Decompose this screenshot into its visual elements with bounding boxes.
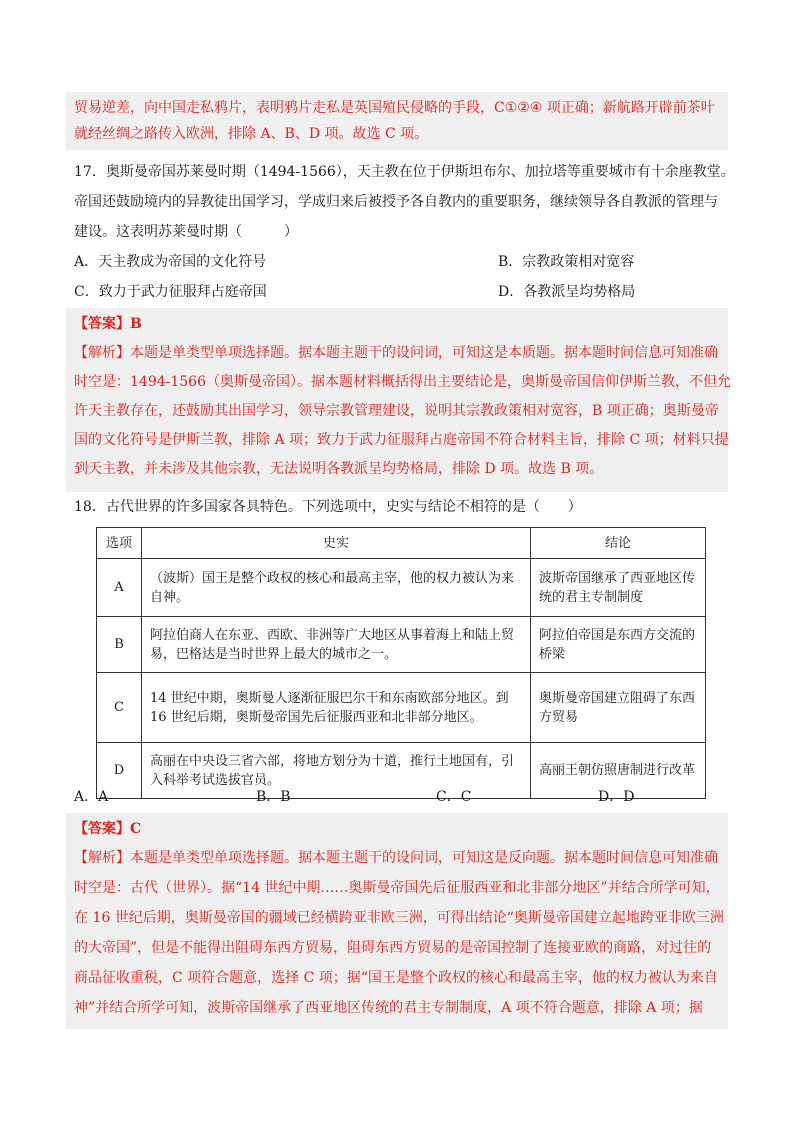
q18-analysis-line-5: 商品征收重税，C 项符合题意，选择 C 项；据“国王是整个政权的核心和最高主宰，他的权力被认为来自	[74, 970, 718, 986]
q18-analysis-line-3: 在 16 世纪后期，奥斯曼帝国的疆域已经横跨亚非欧三洲，可得出结论“奥斯曼帝国建立起地跨亚非欧三洲	[74, 910, 724, 926]
q17-option-b: B．宗教政策相对宽容	[498, 254, 635, 270]
row-b-option: B	[97, 617, 142, 673]
q18-analysis-line-6: 神”并结合所学可知，波斯帝国继承了西亚地区传统的君主专制制度，A 项不符合题意，排除 A 项；据	[74, 1000, 703, 1016]
table-row	[97, 673, 706, 743]
q18-option-b: B．B	[256, 789, 291, 805]
top-explanation-line-1: 贸易逆差，向中国走私鸦片，表明鸦片走私是英国殖民侵略的手段，C①②④ 项正确；新航路开辟前茶叶	[74, 100, 715, 116]
q18-analysis-line-1: 【解析】本题是单类型单项选择题。据本题主题干的设问词，可知这是反向题。据本题时间信息可知准确	[74, 850, 718, 866]
q18-option-c: C．C	[436, 789, 472, 805]
table-row	[97, 617, 706, 673]
q18-table	[96, 527, 706, 799]
row-c-conclusion: 奥斯曼帝国建立阻碍了东西方贸易	[531, 673, 706, 743]
q17-stem-line-1: 17．奥斯曼帝国苏莱曼时期（1494-1566），天主教在位于伊斯坦布尔、加拉塔等重要城市有十余座教堂。	[74, 164, 735, 180]
q17-stem-line-2: 帝国还鼓励境内的异教徒出国学习，学成归来后被授予各自教内的重要职务，继续领导各自教派的管理与	[74, 194, 718, 210]
q18-stem: 18．古代世界的许多国家各具特色。下列选项中，史实与结论不相符的是（ ）	[74, 499, 582, 515]
row-d-conclusion: 高丽王朝仿照唐制进行改革	[531, 743, 706, 799]
table-row	[97, 559, 706, 617]
row-a-option: A	[97, 559, 142, 617]
q18-option-a: A．A	[74, 789, 109, 805]
row-d-fact: 高丽在中央设三省六部，将地方划分为十道，推行土地国有，引入科举考试选拔官员。	[142, 743, 531, 799]
row-b-fact: 阿拉伯商人在东亚、西欧、非洲等广大地区从事着海上和陆上贸易，巴格达是当时世界上最大的城市之一。	[142, 617, 531, 673]
row-d-option: D	[97, 743, 142, 799]
q17-option-a: A．天主教成为帝国的文化符号	[74, 254, 267, 270]
q18-analysis-line-2: 时空是：古代（世界）。据“14 世纪中期……奥斯曼帝国先后征服西亚和北非部分地区”并结合所学可知，	[74, 880, 720, 896]
q17-option-c: C．致力于武力征服拜占庭帝国	[74, 284, 267, 300]
q17-answer: 【答案】B	[74, 316, 142, 332]
top-explanation-line-2: 就经丝绸之路传入欧洲，排除 A、B、D 项。故选 C 项。	[74, 126, 429, 142]
row-c-fact: 14 世纪中期，奥斯曼人逐渐征服巴尔干和东南欧部分地区。到 16 世纪后期，奥斯曼帝国先后征服西亚和北非部分地区。	[142, 673, 531, 743]
header-fact: 史实	[142, 528, 531, 559]
row-c-option: C	[97, 673, 142, 743]
header-option: 选项	[97, 528, 142, 559]
q17-stem-line-3: 建设。这表明苏莱曼时期（ ）	[74, 224, 298, 240]
row-b-conclusion: 阿拉伯帝国是东西方交流的桥梁	[531, 617, 706, 673]
q17-analysis-line-4: 国的文化符号是伊斯兰教，排除 A 项；致力于武力征服拜占庭帝国不符合材料主旨，排除 C 项；材料只提	[74, 432, 729, 448]
q17-analysis-line-5: 到天主教，并未涉及其他宗教，无法说明各教派呈均势格局，排除 D 项。故选 B 项。	[74, 461, 604, 477]
row-a-conclusion: 波斯帝国继承了西亚地区传统的君主专制制度	[531, 559, 706, 617]
row-a-fact: （波斯）国王是整个政权的核心和最高主宰，他的权力被认为来自神。	[142, 559, 531, 617]
q18-option-d: D．D	[598, 789, 635, 805]
table-header-row	[97, 528, 706, 559]
header-conclusion: 结论	[531, 528, 706, 559]
q18-answer: 【答案】C	[74, 821, 142, 837]
q17-analysis-line-2: 时空是：1494-1566（奥斯曼帝国）。据本题材料概括得出主要结论是，奥斯曼帝国信仰伊斯兰教，不但允	[74, 374, 731, 390]
q17-analysis-line-1: 【解析】本题是单类型单项选择题。据本题主题干的设问词，可知这是本质题。据本题时间信息可知准确	[74, 345, 718, 361]
q17-analysis-line-3: 许天主教存在，还鼓励其出国学习，领导宗教管理建设，说明其宗教政策相对宽容，B 项正确；奥斯曼帝	[74, 403, 719, 419]
q18-analysis-line-4: 的大帝国”，但是不能得出阻碍东西方贸易，阻碍东西方贸易的是帝国控制了连接亚欧的商路，对过往的	[74, 940, 712, 956]
q17-option-d: D．各教派呈均势格局	[498, 284, 636, 300]
